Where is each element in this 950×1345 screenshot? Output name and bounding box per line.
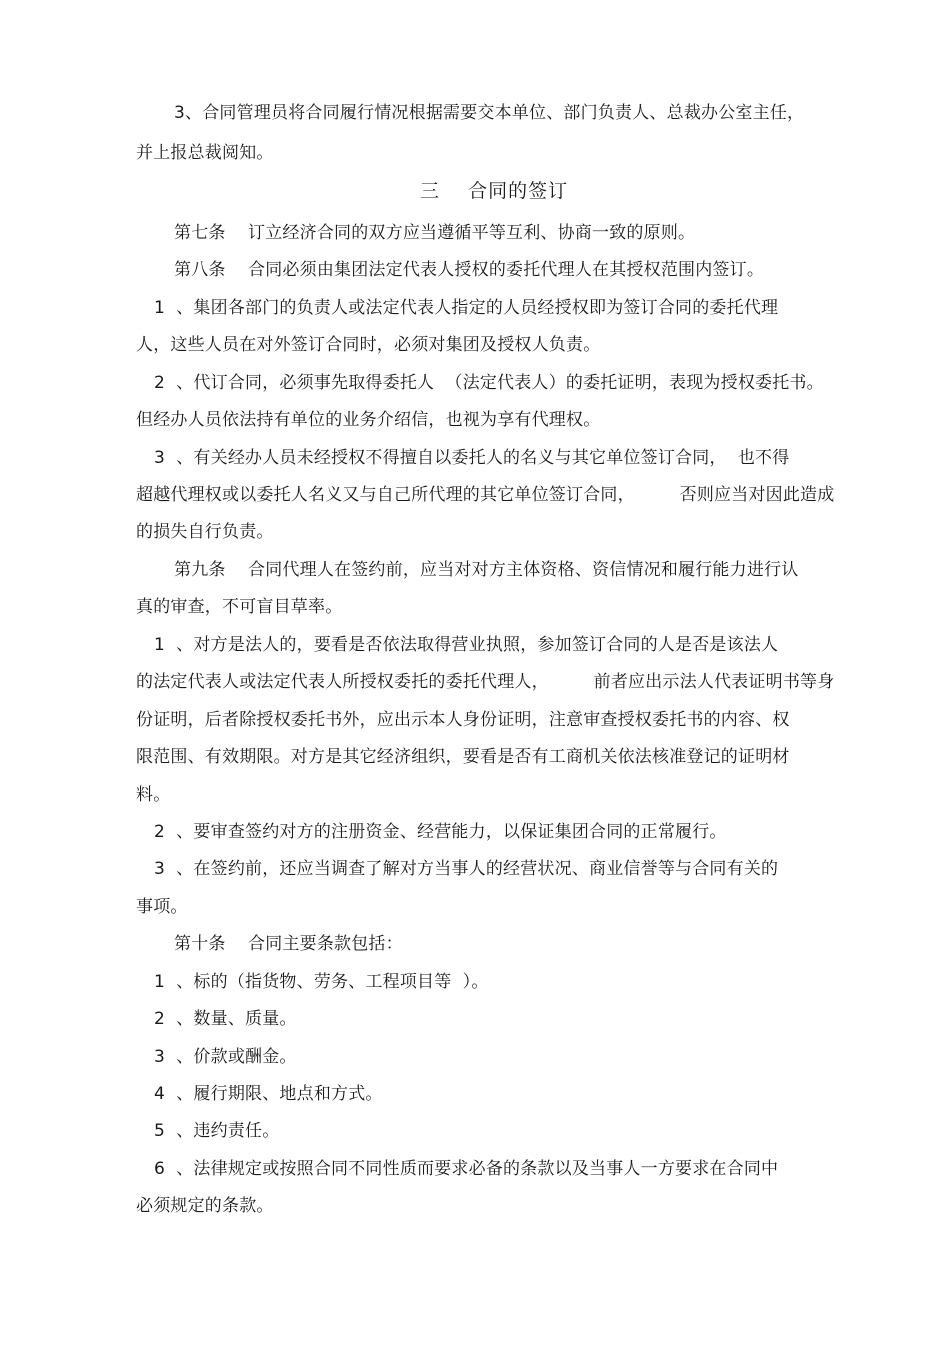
text-line: 超越代理权或以委托人名义又与自己所代理的其它单位签订合同， 否则应当对因此造成: [136, 485, 835, 505]
text-line: 3、合同管理员将合同履行情况根据需要交本单位、部门负责人、总裁办公室主任，: [174, 103, 805, 123]
text-line: 1 、标的（指货物、劳务、工程项目等 ）。: [154, 972, 489, 992]
section-heading: 三 合同的签订: [420, 180, 569, 202]
text-line: 4 、履行期限、地点和方式。: [154, 1084, 383, 1104]
text-line: 第七条 订立经济合同的双方应当遵循平等互利、协商一致的原则。: [174, 223, 696, 243]
text-line: 3 、价款或酬金。: [154, 1047, 297, 1067]
text-line: 并上报总裁阅知。: [136, 143, 274, 163]
text-line: 第九条 合同代理人在签约前，应当对对方主体资格、资信情况和履行能力进行认: [174, 560, 799, 580]
text-line: 事项。: [136, 897, 188, 917]
text-line: 5 、违约责任。: [154, 1121, 280, 1141]
text-line: 料。: [136, 785, 171, 805]
text-line: 但经办人员依法持有单位的业务介绍信，也视为享有代理权。: [136, 410, 601, 430]
text-line: 份证明，后者除授权委托书外，应出示本人身份证明，注意审查授权委托书的内容、权: [136, 710, 790, 730]
text-line: 第十条 合同主要条款包括：: [174, 934, 403, 954]
text-line: 限范围、有效期限。对方是其它经济组织，要看是否有工商机关依法核准登记的证明材: [136, 747, 790, 767]
text-line: 人，这些人员在对外签订合同时，必须对集团及授权人负责。: [136, 335, 601, 355]
text-line: 2 、数量、质量。: [154, 1009, 297, 1029]
text-line: 2 、要审查签约对方的注册资金、经营能力，以保证集团合同的正常履行。: [154, 822, 727, 842]
text-line: 必须规定的条款。: [136, 1196, 274, 1216]
text-line: 的损失自行负责。: [136, 522, 274, 542]
text-line: 第八条 合同必须由集团法定代表人授权的委托代理人在其授权范围内签订。: [174, 260, 765, 280]
text-line: 2 、代订合同，必须事先取得委托人 （法定代表人）的委托证明，表现为授权委托书。: [154, 373, 824, 393]
text-line: 1 、集团各部门的负责人或法定代表人指定的人员经授权即为签订合同的委托代理: [154, 298, 779, 318]
text-line: 3 、在签约前，还应当调查了解对方当事人的经营状况、商业信誉等与合同有关的: [154, 859, 779, 879]
text-line: 3 、有关经办人员未经授权不得擅自以委托人的名义与其它单位签订合同， 也不得: [154, 448, 790, 468]
text-line: 真的审查，不可盲目草率。: [136, 597, 343, 617]
text-line: 6 、法律规定或按照合同不同性质而要求必备的条款以及当事人一方要求在合同中: [154, 1159, 779, 1179]
text-line: 1 、对方是法人的，要看是否依法取得营业执照，参加签订合同的人是否是该法人: [154, 635, 779, 655]
text-line: 的法定代表人或法定代表人所授权委托的委托代理人， 前者应出示法人代表证明书等身: [136, 672, 835, 692]
